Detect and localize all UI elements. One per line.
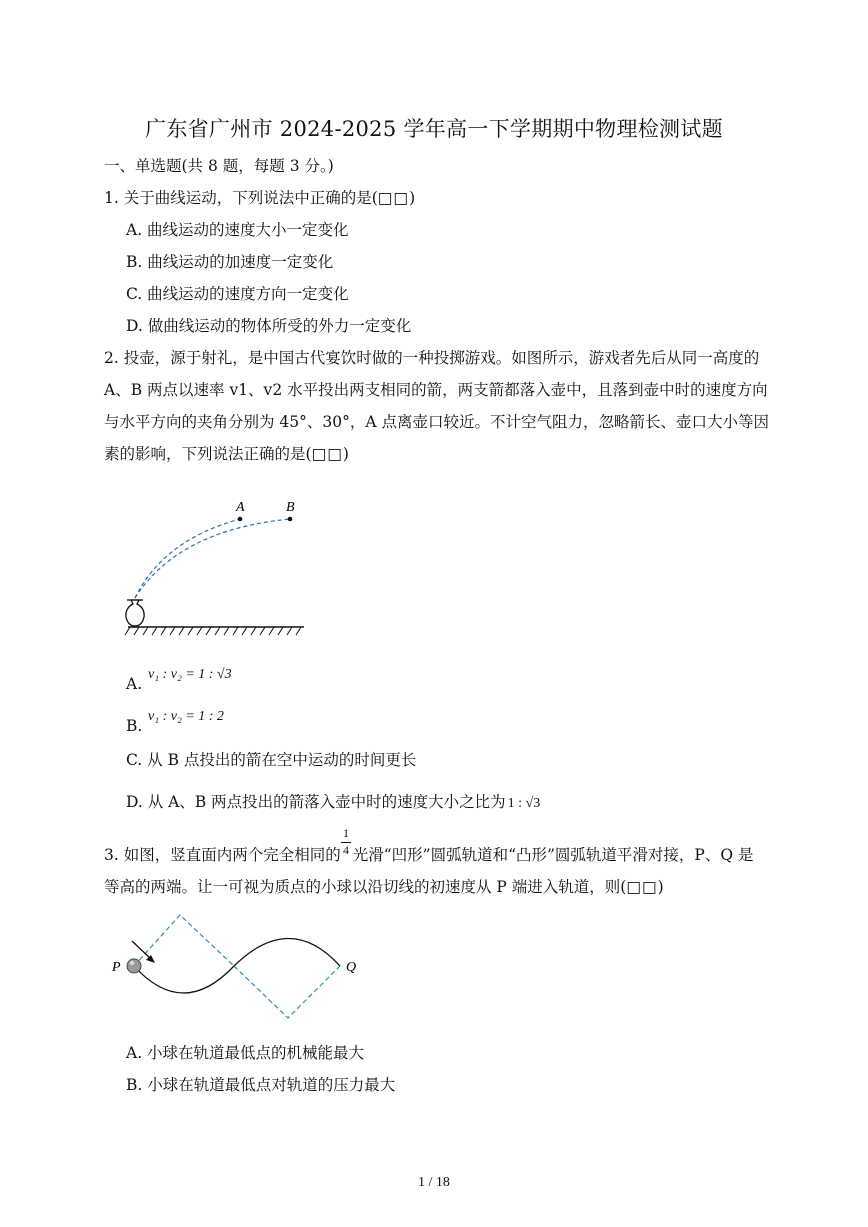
dashed-guide-right <box>234 966 340 1018</box>
label-q: Q <box>346 960 357 975</box>
q1-option-d: D. 做曲线运动的物体所受的外力一定变化 <box>126 317 412 335</box>
ball <box>127 959 141 973</box>
q2-option-a-formula: v₁ : v₂ = 1 : √3 <box>148 667 232 682</box>
q3-stem-line-2-text: 等高的两端。让一可视为质点的小球以沿切线的初速度从 P 端进入轨道，则( <box>104 878 627 896</box>
q3-fraction-denominator: 4 <box>343 843 349 857</box>
q2-stem-line-4-text: 素的影响，下列说法正确的是( <box>104 445 312 463</box>
q2-option-c: C. 从 B 点投出的箭在空中运动的时间更长 <box>126 751 417 769</box>
q2-stem-line-2: A、B 两点以速率 v1、v2 水平投出两支相同的箭，两支箭都落入壶中，且落到壶中时的速度方向 <box>104 381 768 399</box>
q3-stem-pre: 3. 如图，竖直面内两个完全相同的 <box>104 846 341 864</box>
q2-option-b-formula: v₁ : v₂ = 1 : 2 <box>148 709 224 724</box>
q1-option-c: C. 曲线运动的速度方向一定变化 <box>126 285 349 303</box>
q3-answer-boxes: □□ <box>626 878 658 896</box>
q2-option-d-formula: 1 : √3 <box>507 796 541 811</box>
q2-option-d-text: D. 从 A、B 两点投出的箭落入壶中时的速度大小之比为 <box>126 793 506 811</box>
q1-answer-boxes: □□ <box>377 189 410 207</box>
q3-stem-line-2 <box>104 876 664 898</box>
q3-stem-line-1 <box>104 844 753 866</box>
label-b: B <box>286 500 295 515</box>
q2-option-b-label: B. <box>126 717 143 735</box>
ground-hatch <box>125 627 301 635</box>
q1-option-b: B. 曲线运动的加速度一定变化 <box>126 253 334 271</box>
q2-stem-line-1: 2. 投壶，源于射礼，是中国古代宴饮时做的一种投掷游戏。如图所示，游戏者先后从同一高度的 <box>104 349 760 367</box>
pot-vase <box>126 600 144 626</box>
label-p: P <box>112 960 121 975</box>
q3-option-a: A. 小球在轨道最低点的机械能最大 <box>126 1044 365 1062</box>
q3-stem-post: 光滑“凹形”圆弧轨道和“凸形”圆弧轨道平滑对接，P、Q 是 <box>352 846 754 864</box>
point-b <box>288 517 293 522</box>
section-heading: 一、单选题(共 8 题，每题 3 分。) <box>104 157 334 175</box>
convex-track <box>234 939 340 967</box>
q1-stem-text: 1. 关于曲线运动，下列说法中正确的是( <box>104 189 378 207</box>
q3-close: ) <box>657 878 664 896</box>
trajectory-b <box>135 519 290 598</box>
q3-fraction-numerator: 1 <box>343 826 349 840</box>
q2-option-a-label: A. <box>126 675 143 693</box>
page-title: 广东省广州市 2024-2025 学年高一下学期期中物理检测试题 <box>145 117 723 141</box>
concave-track <box>134 966 234 993</box>
q2-figure <box>108 490 318 640</box>
q3-figure <box>108 908 368 1026</box>
page-number: 1 / 18 <box>418 1175 450 1190</box>
q2-answer-boxes: □□ <box>311 445 343 463</box>
trajectory-a <box>135 519 240 598</box>
point-a <box>238 517 243 522</box>
q2-stem-line-4 <box>104 443 349 465</box>
q1-stem <box>104 187 415 209</box>
q1-option-a: A. 曲线运动的速度大小一定变化 <box>126 221 349 239</box>
q1-close: ) <box>409 189 416 207</box>
q3-option-b: B. 小球在轨道最低点对轨道的压力最大 <box>126 1076 396 1094</box>
q2-option-d <box>126 791 540 815</box>
q2-close: ) <box>342 445 349 463</box>
q2-stem-line-3: 与水平方向的夹角分别为 45°、30°，A 点离壶口较近。不计空气阻力，忽略箭长、壶口大小等因 <box>104 413 769 431</box>
label-a: A <box>236 500 245 515</box>
